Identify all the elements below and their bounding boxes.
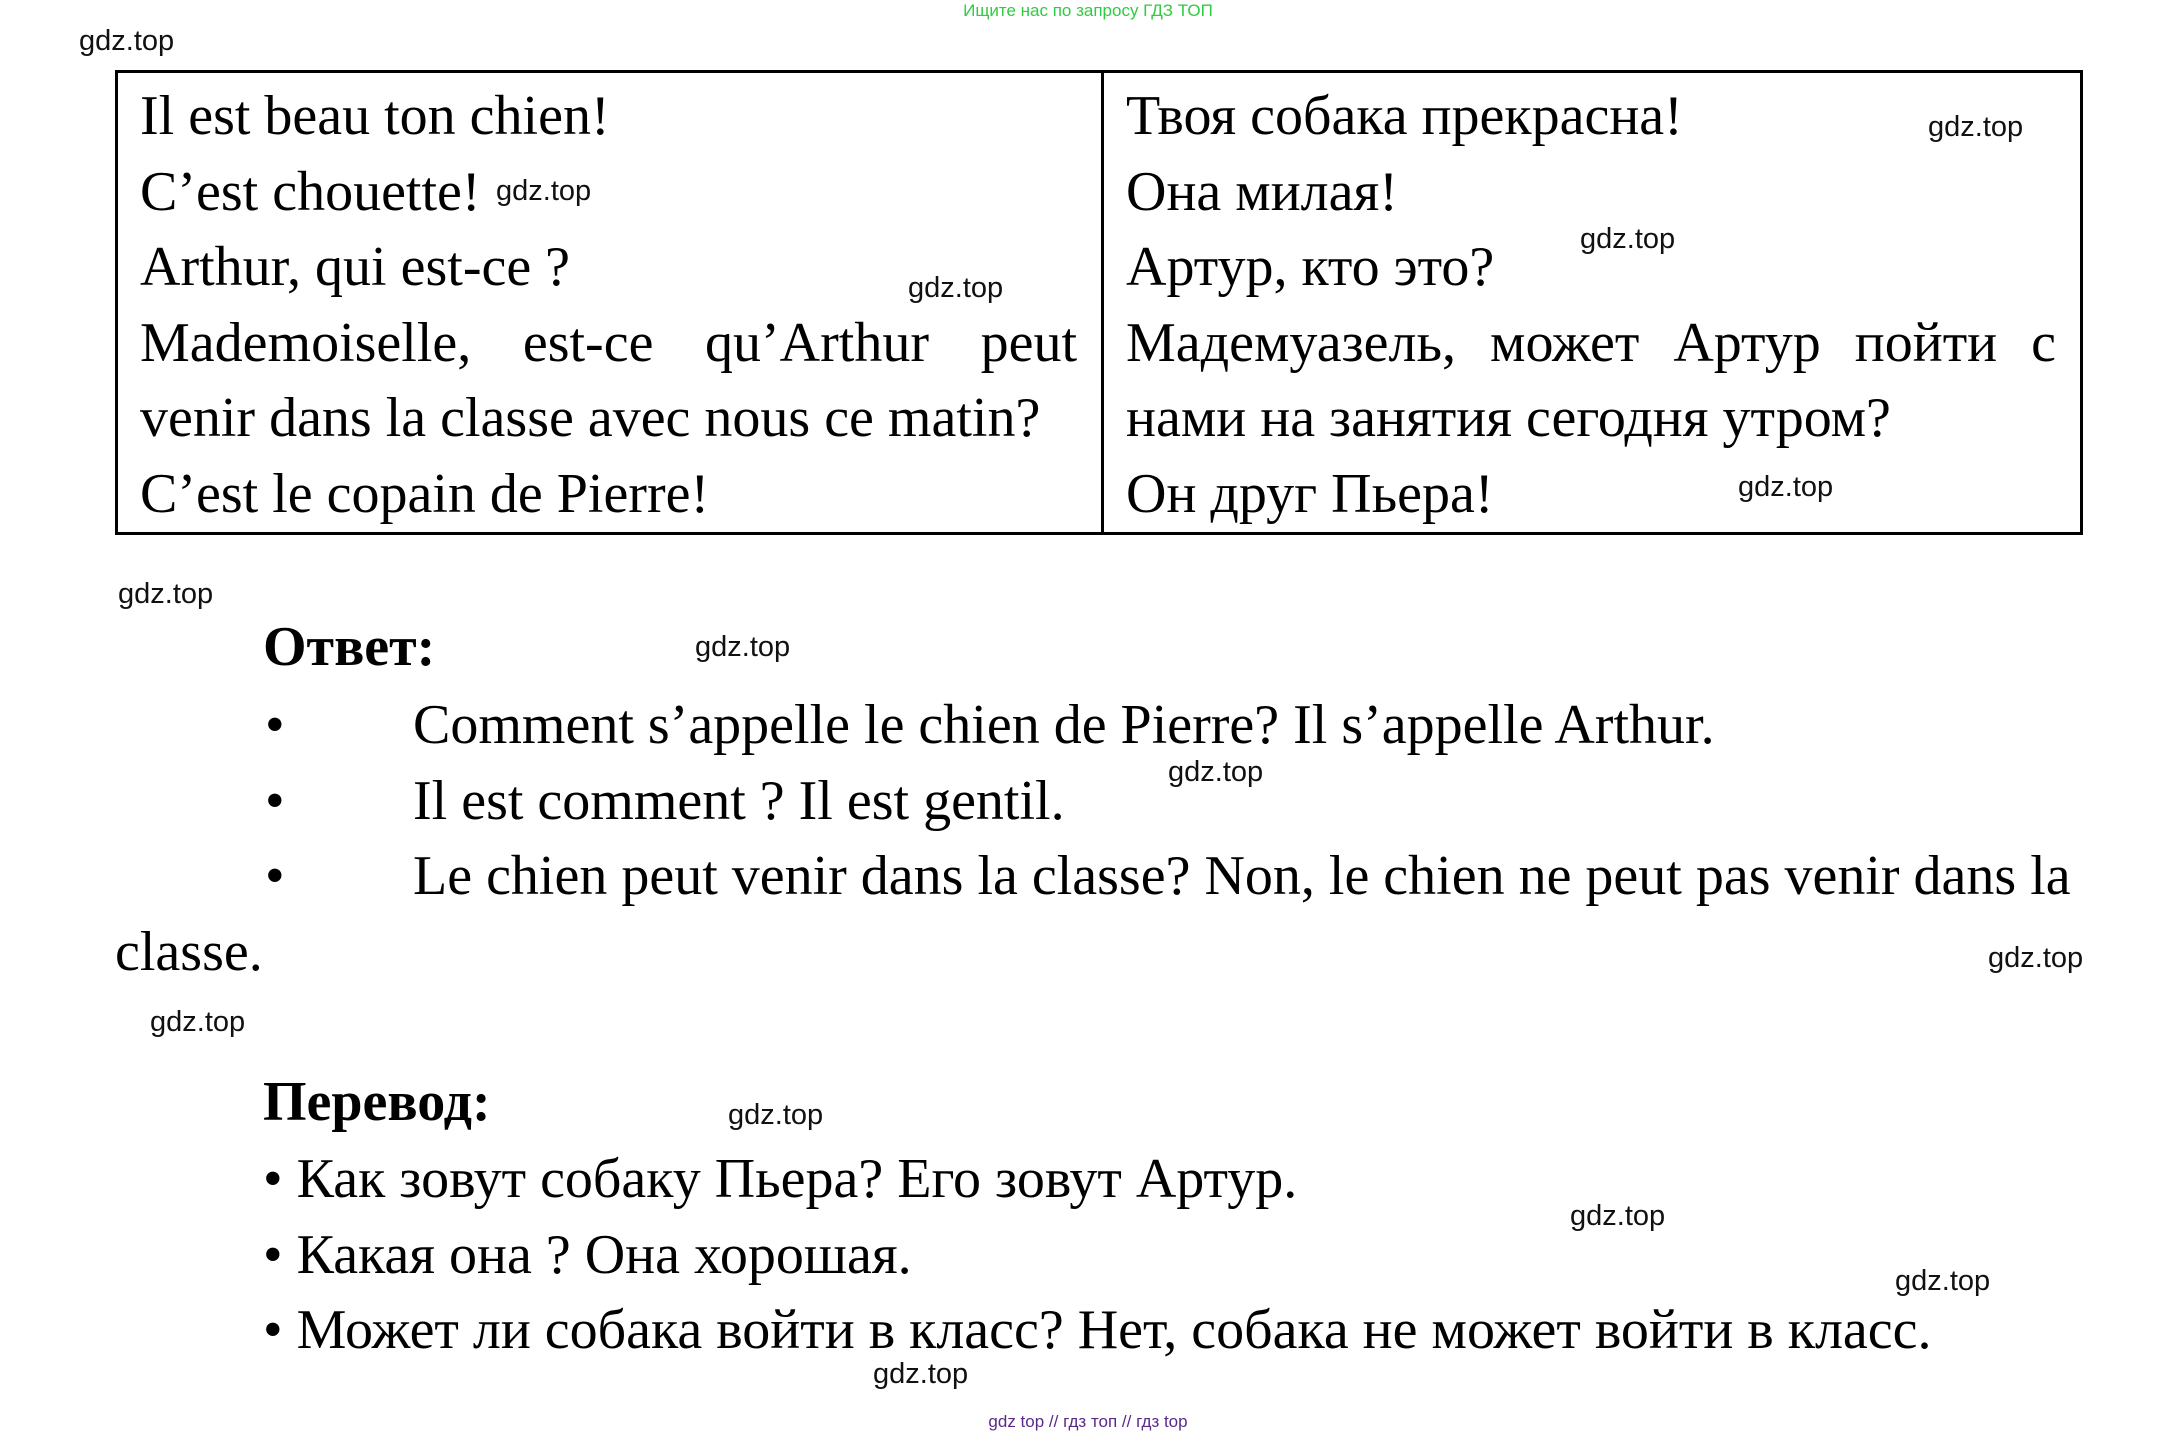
french-line: Mademoiselle, est-ce qu’Arthur peut	[140, 311, 1077, 374]
answer-list	[115, 688, 2085, 990]
bullet: •	[265, 694, 285, 756]
answer-text: Le chien peut venir dans la classe? Non, le chien ne peut pas venir dans la classe.	[115, 845, 2071, 983]
french-line: C’est le copain de Pierre!	[140, 462, 710, 525]
list-item: • Как зовут собаку Пьера? Его зовут Артур.	[263, 1148, 1298, 1210]
list-item	[115, 839, 2085, 990]
watermark: gdz.top	[118, 578, 214, 610]
watermark: gdz.top	[1988, 942, 2084, 974]
russian-line: Мадемуазель, может Артур пойти с	[1126, 311, 2056, 374]
watermark: gdz.top	[728, 1099, 824, 1131]
answer-text: Il est comment ? Il est gentil.	[413, 769, 1065, 832]
list-item	[115, 688, 2085, 764]
watermark: gdz.top	[695, 631, 791, 663]
russian-line: Она милая!	[1126, 160, 1398, 223]
watermark: gdz.top	[1738, 471, 1834, 503]
bullet: •	[265, 769, 285, 832]
list-item	[115, 764, 2085, 840]
translation-list	[263, 1142, 2143, 1369]
french-line: C’est chouette!	[140, 160, 481, 223]
watermark: gdz.top	[1895, 1265, 1991, 1297]
russian-line: Артур, кто это?	[1126, 236, 1495, 298]
table-row	[117, 72, 2082, 534]
russian-line: Твоя собака прекрасна!	[1126, 85, 1683, 147]
phrase-table	[115, 70, 2083, 535]
french-line: Arthur, qui est-ce ?	[140, 236, 571, 298]
watermark: gdz.top	[496, 175, 592, 207]
french-line: venir dans la classe avec nous ce matin?	[140, 387, 1041, 449]
translation-heading: Перевод:	[263, 1071, 491, 1133]
russian-line: нами на занятия сегодня утром?	[1126, 387, 1891, 449]
watermark: gdz.top	[1928, 111, 2024, 143]
answer-text: Comment s’appelle le chien de Pierre? Il s’appelle Arthur.	[413, 694, 1715, 756]
watermark: gdz.top	[150, 1006, 246, 1038]
watermark: gdz.top	[873, 1358, 969, 1390]
bullet: •	[265, 845, 285, 907]
search-banner: Ищите нас по запросу ГДЗ ТОП	[963, 1, 1213, 20]
watermark: gdz.top	[79, 25, 175, 57]
list-item: • Может ли собака войти в класс? Нет, собака не может войти в класс.	[263, 1299, 1932, 1361]
watermark: gdz.top	[1580, 223, 1676, 255]
watermark: gdz.top	[1570, 1200, 1666, 1232]
list-item: • Какая она ? Она хорошая.	[263, 1223, 912, 1286]
footer-watermark: gdz top // гдз топ // гдз top	[988, 1412, 1188, 1431]
watermark: gdz.top	[908, 272, 1004, 304]
russian-line: Он друг Пьера!	[1126, 462, 1494, 525]
watermark: gdz.top	[1168, 756, 1264, 788]
french-line: Il est beau ton chien!	[140, 85, 610, 147]
answer-heading: Ответ:	[263, 616, 436, 678]
